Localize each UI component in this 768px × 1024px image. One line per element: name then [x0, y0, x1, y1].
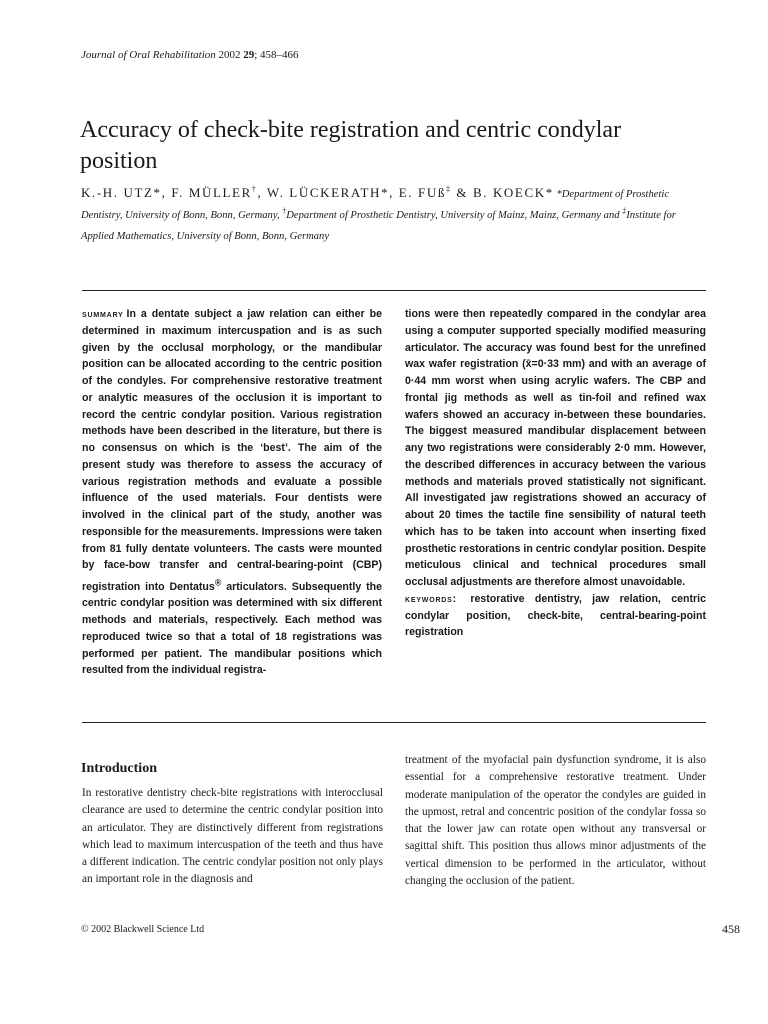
- journal-year: 2002: [218, 49, 241, 61]
- abstract-bottom-rule: [82, 722, 706, 723]
- journal-citation: [81, 49, 299, 61]
- copyright-notice: © 2002 Blackwell Science Ltd: [81, 924, 205, 935]
- introduction-heading: Introduction: [81, 761, 157, 776]
- summary-label: summary: [82, 308, 124, 320]
- journal-volume: 29: [243, 49, 255, 61]
- abstract-top-rule: [82, 290, 706, 291]
- abstract-text-right: tions were then repeatedly compared in the condylar area using a computer supported specially modified measuring articulator. The accuracy was found best for the unrefined wax wafer registration (x̄=0·33 mm) and with an average of 0·44 mm worst when using acrylic wafers. The CBP and frontal jig methods as well as tin-foil and refined wax wafers showed an accuracy in-between these boundaries. The biggest measured mandibular displacement between any two registrations were considerably 2·0 mm. However, the described differences in accuracy between the various methods and materials proved statistically not significant. All investigated jaw registrations showed an accuracy of about 20 times the tactile fine sensibility of natural teeth which has to be taken into account when inserting fixed prosthetic restorations in centric condylar position. Despite meticulous clinical and technical procedures small occlusal adjustments are therefore almost unavoidable.: [405, 308, 706, 588]
- keywords-text: restorative dentistry, jaw relation, centric condylar position, check-bite, central-bearing-point registration: [405, 592, 706, 639]
- author-affiliations: *Department of Prosthetic Dentistry, University of Bonn, Bonn, Germany, †Department of Prosthetic Dentistry, University of Mainz, Mainz, Germany and ‡Institute for Applied Mathematics, University of Bonn, Bonn, Germany: [81, 189, 676, 242]
- introduction-text-left: In restorative dentistry check-bite registrations with interocclusal clearance are used to determine the centric condylar position into an articulator. They are distinctively different from registrations which lead to maximum intercuspation of the teeth and thus have a different indication. The centric condylar position not only plays an important role in the diagnosis and: [82, 787, 383, 886]
- author-block: [81, 182, 711, 247]
- journal-pages: ; 458–466: [254, 49, 299, 61]
- abstract-column-right: [405, 306, 706, 641]
- abstract-text-left: In a dentate subject a jaw relation can either be determined in maximum intercuspation and is as such given by the occlusal morphology, or the mandibular position can be allocated according to the centric position of the condyles. For comprehensive restorative treatment or analytic measures of the occlusion it is important to record the centric condylar position. Various registration methods have been described in the literature, but there is no consensus on which is the ‘best’. The aim of the present study was therefore to assess the accuracy of various registration methods and evaluate a possible influence of the used materials. Four dentists were involved in the clinical part of the study, another was responsible for the measurements. Impressions were taken from 81 fully dentate volunteers. The casts were mounted by face-bow transfer and central-bearing-point (CBP) registration into Dentatus® articulators. Subsequently the centric condylar position was determined with six different methods and materials, respectively. Each method was reproduced twice so that a total of 18 registrations was performed per patient. The mandibular positions which resulted from the individual registra-: [82, 308, 382, 677]
- journal-name: Journal of Oral Rehabilitation: [81, 49, 216, 61]
- author-names: K.-H. UTZ*, F. MÜLLER†, W. LÜCKERATH*, E. FUß‡ & B. KOECK*: [81, 184, 554, 200]
- introduction-text-right: treatment of the myofacial pain dysfunction syndrome, it is also essential for a comprehensive restorative treatment. Under moderate manipulation of the operator the condyles are guided in the upmost, retral and concentric position of the condylar fossa so that the lower jaw can rotate open without any transversal or sagittal shift. This position thus allows minor adjustments of the vertical dimension to be performed in the articulator, without changing the occlusion of the patient.: [405, 754, 706, 888]
- keywords-label: keywords:: [405, 592, 457, 605]
- paper-title: Accuracy of check-bite registration and centric condylar position: [80, 117, 622, 174]
- page-number: 458: [722, 922, 740, 936]
- abstract-column-left: [82, 306, 382, 679]
